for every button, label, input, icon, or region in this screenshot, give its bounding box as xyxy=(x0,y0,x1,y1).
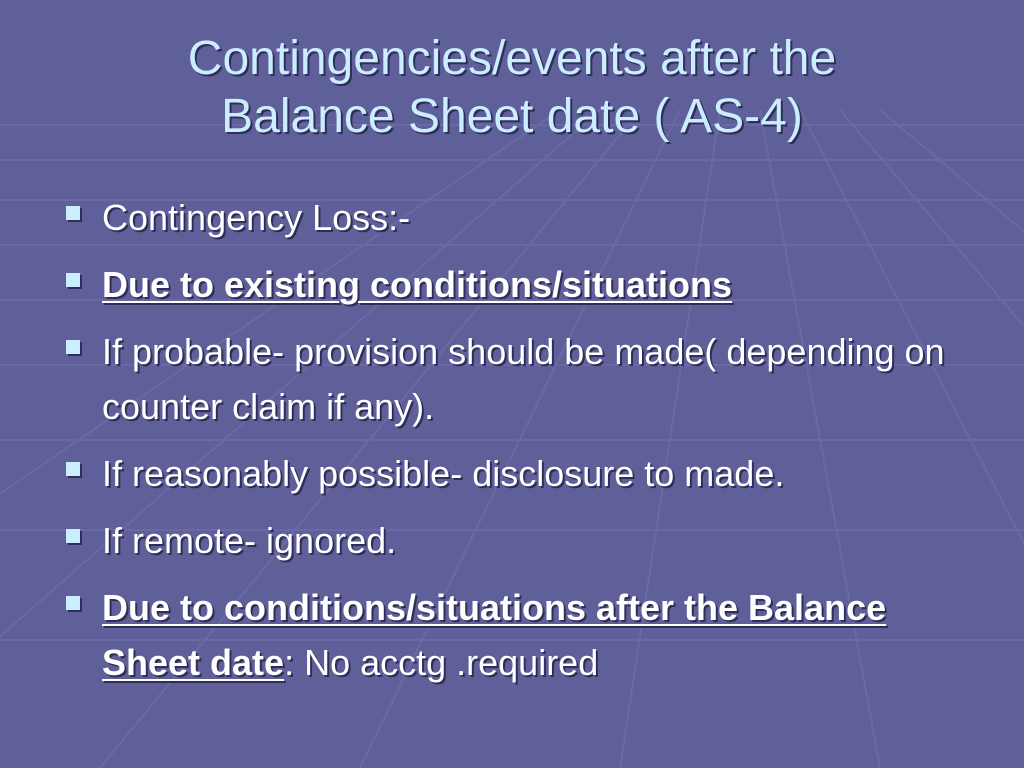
square-bullet-icon xyxy=(66,206,80,220)
square-bullet-icon xyxy=(66,273,80,287)
square-bullet-icon xyxy=(66,596,80,610)
bullet-text: Contingency Loss:- xyxy=(102,197,411,238)
square-bullet-icon xyxy=(66,529,80,543)
bullet-item-probable xyxy=(62,324,982,434)
bullet-emphasis-text: Due to conditions/situations after the Balance Sheet date xyxy=(102,587,887,683)
bullet-item-reasonably-possible xyxy=(62,446,982,501)
square-bullet-icon xyxy=(66,462,80,476)
slide-title xyxy=(40,30,984,146)
bullet-emphasis-text: Due to existing conditions/situations xyxy=(102,264,733,305)
bullet-text: If probable- provision should be made( depending on counter claim if any). xyxy=(102,331,945,427)
bullet-item-contingency-loss xyxy=(62,190,982,245)
bullet-item-after-balance-sheet xyxy=(62,580,982,690)
bullet-list xyxy=(62,190,982,702)
slide-title-line-1: Contingencies/events after the xyxy=(187,32,837,85)
bullet-text: If remote- ignored. xyxy=(102,520,397,561)
bullet-suffix-text: : No acctg .required xyxy=(284,642,599,683)
bullet-text: If reasonably possible- disclosure to made. xyxy=(102,453,785,494)
bullet-item-existing-conditions xyxy=(62,257,982,312)
bullet-item-remote xyxy=(62,513,982,568)
slide-title-line-2: Balance Sheet date ( AS-4) xyxy=(221,90,803,143)
square-bullet-icon xyxy=(66,340,80,354)
